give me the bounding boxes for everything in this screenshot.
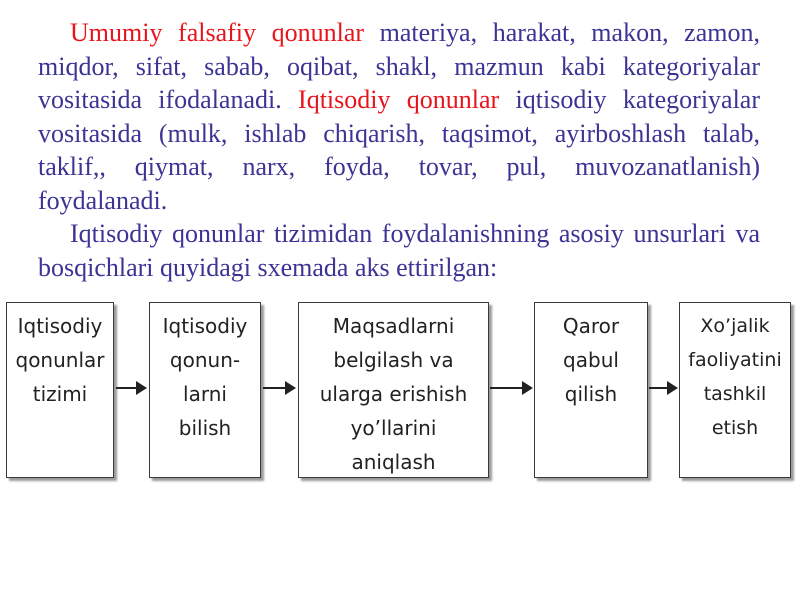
arrow-right-icon bbox=[116, 376, 148, 400]
scheme-box-set-goals bbox=[298, 302, 489, 478]
paragraph-1 bbox=[38, 16, 760, 217]
box-line: ularga erishish bbox=[319, 382, 468, 406]
box-line: qilish bbox=[564, 382, 618, 406]
scheme-box-know-laws bbox=[149, 302, 261, 478]
box-line: Maqsadlarni bbox=[332, 314, 455, 338]
paragraph-1-text-b: iqtisodiy kategoriyalar vositasida (mulk, ishlab chiqarish, taqsimot, ayirboshlash talab, taklif,, qiymat, narx, foyda, tovar, pul, muvozanatlanish) foydalanadi. bbox=[38, 85, 761, 215]
box-line: bilish bbox=[178, 416, 232, 440]
box-line: yo’llarini bbox=[350, 416, 437, 440]
paragraph-2: Iqtisodiy qonunlar tizimidan foydalanishning asosiy unsurlari va bosqichlari quyidagi sxemada aks ettirilgan: bbox=[38, 219, 760, 282]
box-line: Qaror bbox=[562, 314, 620, 338]
box-line: Iqtisodiy bbox=[162, 314, 248, 338]
box-line: qonunlar bbox=[15, 348, 105, 372]
scheme-box-laws-system bbox=[6, 302, 114, 478]
box-line: qonun- bbox=[169, 348, 241, 372]
scheme-box-organize-activity bbox=[679, 302, 791, 478]
arrow-right-icon bbox=[263, 376, 297, 400]
scheme-box-decision bbox=[534, 302, 648, 478]
highlight-economic-laws: Iqtisodiy qonunlar bbox=[298, 85, 500, 114]
box-line: aniqlash bbox=[351, 450, 436, 474]
box-line: etish bbox=[711, 417, 759, 439]
box-line: faoliyatini bbox=[688, 349, 782, 371]
highlight-general-laws: Umumiy falsafiy qonunlar bbox=[70, 18, 365, 47]
arrow-right-icon bbox=[649, 376, 679, 400]
arrow-right-icon bbox=[490, 376, 534, 400]
box-line: Iqtisodiy bbox=[17, 314, 103, 338]
box-line: qabul bbox=[563, 348, 619, 372]
box-line: belgilash va bbox=[333, 348, 454, 372]
text-block bbox=[38, 16, 760, 284]
box-line: Xo’jalik bbox=[700, 315, 770, 337]
box-line: tizimi bbox=[32, 382, 88, 406]
paragraph-1-text-a: materiya, harakat, makon, zamon, miqdor, sifat, sabab, oqibat, shakl, mazmun kabi kategoriyalar vositasida ifodalanadi. bbox=[38, 18, 760, 114]
box-line: larni bbox=[183, 382, 227, 406]
box-line: tashkil bbox=[703, 383, 767, 405]
